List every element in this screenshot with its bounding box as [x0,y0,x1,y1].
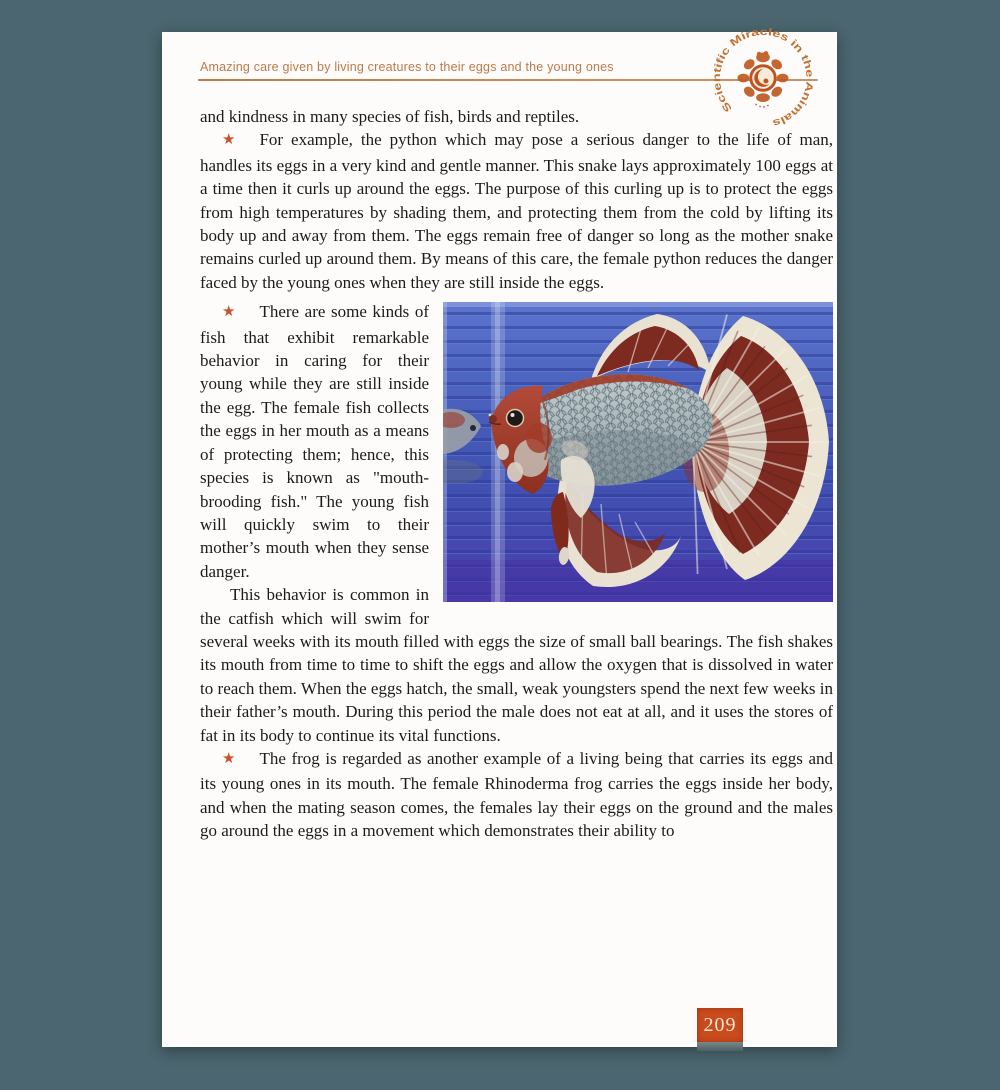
body-text [200,105,833,843]
betta-fish-photo [443,302,833,602]
page-edge-strip [697,1042,743,1051]
star-bullet: ★ [222,132,236,149]
star-bullet: ★ [222,304,236,321]
page-number-badge: 209 [697,1008,743,1042]
paragraph: and kindness in many species of fish, birds and reptiles. [200,107,580,126]
book-page [162,26,837,1047]
paragraph: This behavior is common in the catfish which will swim for several weeks with its mouth filled with eggs the size of small ball bearings. The fish shakes its mouth from time to time to shift the eggs and allow the oxygen that is dissolved in water to reach them. When the eggs hatch, the small, weak youngsters spend the next few weeks in their father’s mouth. During this period the male does not eat at all, and it uses the stores of fat in its body to continue its vital functions. [200,585,833,745]
paragraph: ★ There are some kinds of fish that exhibit remarkable behavior in caring for their young while they are still inside the egg. The female fish collects the eggs in her mouth as a means of protecting them; hence, this species is known as "mouth-brooding fish." The young fish will quickly swim to their mother’s mouth when they sense danger. [200,302,429,581]
paragraph: ★ The frog is regarded as another example of a living being that carries its eggs and its young ones in its mouth. The female Rhinoderma frog carries the eggs inside her body, and when the mating season comes, the females lay their eggs on the ground and the males go around the eggs in a movement which demonstrates their ability to [200,748,833,841]
running-header: Amazing care given by living creatures to their eggs and the young ones [200,60,614,74]
figure-wrap-block [200,300,833,747]
svg-text:Scientific Miracles in the Ani: Scientific Miracles in the Animals [711,26,815,128]
paragraph: ★ For example, the python which may pose a serious danger to the life of man, handles its eggs in a very kind and gentle manner. This snake lays approximately 100 eggs at a time then it curls up around the eggs. The purpose of this curling up is to protect the eggs from high temperatures by shading them, and protecting them from the cold by lifting its body up and away from them. The eggs remain free of danger so long as the mother snake remains curled up around them. By means of this care, the female python reduces the danger faced by the young ones when they are still inside the eggs. [200,130,833,292]
star-bullet: ★ [222,750,236,767]
